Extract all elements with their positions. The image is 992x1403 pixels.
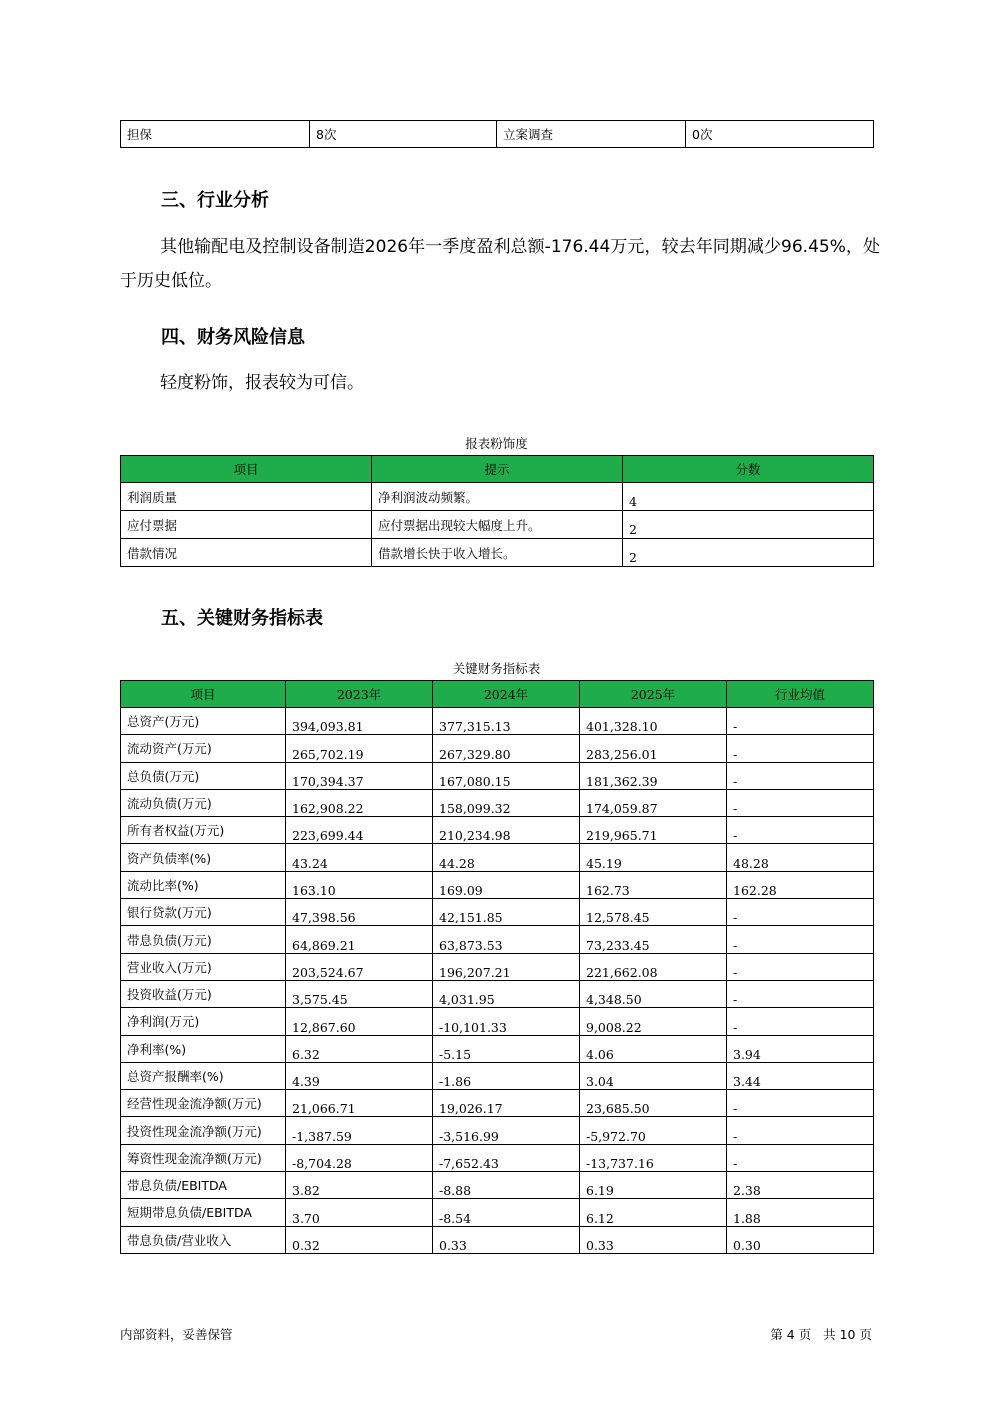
- investigation-value: 0次: [686, 121, 874, 148]
- metric-value-cell: 162.28: [727, 871, 874, 898]
- metric-name-cell: 带息负债/EBITDA: [121, 1172, 286, 1199]
- metric-value-cell: 12,867.60: [286, 1008, 433, 1035]
- table-row: [121, 871, 874, 898]
- metric-value-cell: -: [727, 1090, 874, 1117]
- metric-value-cell: 3.82: [286, 1172, 433, 1199]
- table-row: [121, 1090, 874, 1117]
- guarantee-label: 担保: [121, 121, 310, 148]
- metric-value-cell: 162,908.22: [286, 789, 433, 816]
- item-cell: 应付票据: [121, 511, 372, 539]
- metric-value-cell: -: [727, 980, 874, 1007]
- metric-value-cell: 169.09: [433, 871, 580, 898]
- table-row: [121, 844, 874, 871]
- metric-value-cell: 170,394.37: [286, 762, 433, 789]
- metric-value-cell: 267,329.80: [433, 735, 580, 762]
- item-cell: 借款情况: [121, 539, 372, 567]
- metric-value-cell: 3.04: [580, 1062, 727, 1089]
- metric-value-cell: -: [727, 1117, 874, 1144]
- table-row: [121, 539, 874, 567]
- table-row: [121, 708, 874, 735]
- metric-value-cell: 73,233.45: [580, 926, 727, 953]
- metric-name-cell: 净利润(万元): [121, 1008, 286, 1035]
- metric-value-cell: 63,873.53: [433, 926, 580, 953]
- metric-value-cell: 210,234.98: [433, 817, 580, 844]
- metric-value-cell: -: [727, 1008, 874, 1035]
- metric-value-cell: -8.88: [433, 1172, 580, 1199]
- table-row: [121, 926, 874, 953]
- table-row: [121, 1117, 874, 1144]
- metric-value-cell: 48.28: [727, 844, 874, 871]
- metric-name-cell: 投资收益(万元): [121, 980, 286, 1007]
- metric-value-cell: 219,965.71: [580, 817, 727, 844]
- metric-value-cell: 181,362.39: [580, 762, 727, 789]
- column-header: 项目: [121, 456, 372, 483]
- metric-value-cell: 0.33: [433, 1226, 580, 1253]
- metric-name-cell: 总负债(万元): [121, 762, 286, 789]
- metric-name-cell: 流动资产(万元): [121, 735, 286, 762]
- section-heading-financial-risk: 四、财务风险信息: [161, 327, 305, 348]
- metric-value-cell: 6.12: [580, 1199, 727, 1226]
- metric-value-cell: 4.06: [580, 1035, 727, 1062]
- table-row: [121, 789, 874, 816]
- table-row: [121, 899, 874, 926]
- metric-value-cell: 45.19: [580, 844, 727, 871]
- table-row: [121, 1008, 874, 1035]
- metric-value-cell: 3.94: [727, 1035, 874, 1062]
- table-row: [121, 483, 874, 511]
- metric-value-cell: 43.24: [286, 844, 433, 871]
- metric-value-cell: -5.15: [433, 1035, 580, 1062]
- metric-value-cell: 0.30: [727, 1226, 874, 1253]
- guarantee-value: 8次: [310, 121, 497, 148]
- page-number: 第 4 页 共 10 页: [770, 1327, 872, 1342]
- metric-value-cell: -: [727, 817, 874, 844]
- metric-value-cell: 6.19: [580, 1172, 727, 1199]
- metric-value-cell: 0.32: [286, 1226, 433, 1253]
- metric-value-cell: -1,387.59: [286, 1117, 433, 1144]
- column-header: 行业均值: [727, 681, 874, 708]
- metric-value-cell: -7,652.43: [433, 1144, 580, 1171]
- hint-cell: 净利润波动频繁。: [372, 483, 623, 511]
- table-row: [121, 121, 874, 148]
- metric-value-cell: -3,516.99: [433, 1117, 580, 1144]
- metric-name-cell: 经营性现金流净额(万元): [121, 1090, 286, 1117]
- metric-value-cell: 21,066.71: [286, 1090, 433, 1117]
- metric-value-cell: 64,869.21: [286, 926, 433, 953]
- metric-value-cell: 203,524.67: [286, 953, 433, 980]
- metric-name-cell: 短期带息负债/EBITDA: [121, 1199, 286, 1226]
- column-header: 2023年: [286, 681, 433, 708]
- metric-value-cell: 1.88: [727, 1199, 874, 1226]
- metric-value-cell: 158,099.32: [433, 789, 580, 816]
- table-row: [121, 1226, 874, 1253]
- metric-name-cell: 带息负债/营业收入: [121, 1226, 286, 1253]
- metric-name-cell: 筹资性现金流净额(万元): [121, 1144, 286, 1171]
- hint-cell: 应付票据出现较大幅度上升。: [372, 511, 623, 539]
- metric-value-cell: 283,256.01: [580, 735, 727, 762]
- metric-value-cell: 174,059.87: [580, 789, 727, 816]
- footer-confidential-note: 内部资料，妥善保管: [120, 1327, 233, 1342]
- table-row: [121, 817, 874, 844]
- key-financial-metrics-table: [120, 680, 874, 1254]
- hint-cell: 借款增长快于收入增长。: [372, 539, 623, 567]
- metric-value-cell: -5,972.70: [580, 1117, 727, 1144]
- metric-name-cell: 带息负债(万元): [121, 926, 286, 953]
- table-row: [121, 1144, 874, 1171]
- metric-value-cell: 47,398.56: [286, 899, 433, 926]
- table-row: [121, 511, 874, 539]
- table-row: [121, 1035, 874, 1062]
- metric-name-cell: 净利率(%): [121, 1035, 286, 1062]
- table-row: [121, 735, 874, 762]
- metric-value-cell: 221,662.08: [580, 953, 727, 980]
- metric-value-cell: 4,031.95: [433, 980, 580, 1007]
- metric-value-cell: 401,328.10: [580, 708, 727, 735]
- table-header-row: [121, 681, 874, 708]
- metric-value-cell: -13,737.16: [580, 1144, 727, 1171]
- metric-value-cell: 23,685.50: [580, 1090, 727, 1117]
- metric-value-cell: 3.70: [286, 1199, 433, 1226]
- metric-value-cell: 2.38: [727, 1172, 874, 1199]
- metric-value-cell: 3,575.45: [286, 980, 433, 1007]
- metric-value-cell: -: [727, 708, 874, 735]
- metric-value-cell: -10,101.33: [433, 1008, 580, 1035]
- metric-value-cell: 19,026.17: [433, 1090, 580, 1117]
- score-cell: 4: [623, 483, 874, 511]
- metric-value-cell: -8,704.28: [286, 1144, 433, 1171]
- score-cell: 2: [623, 511, 874, 539]
- metrics-table-caption: 关键财务指标表: [452, 661, 541, 676]
- metric-value-cell: -: [727, 926, 874, 953]
- section-heading-key-metrics: 五、关键财务指标表: [161, 608, 323, 629]
- metric-name-cell: 流动负债(万元): [121, 789, 286, 816]
- metric-value-cell: 12,578.45: [580, 899, 727, 926]
- item-cell: 利润质量: [121, 483, 372, 511]
- metric-name-cell: 资产负债率(%): [121, 844, 286, 871]
- investigation-label: 立案调查: [497, 121, 686, 148]
- metric-value-cell: 44.28: [433, 844, 580, 871]
- metric-value-cell: 265,702.19: [286, 735, 433, 762]
- column-header: 2025年: [580, 681, 727, 708]
- table-row: [121, 980, 874, 1007]
- industry-analysis-text: 其他输配电及控制设备制造2026年一季度盈利总额-176.44万元，较去年同期减少96.45%，处于历史低位。: [120, 237, 880, 291]
- column-header: 提示: [372, 456, 623, 483]
- table-row: [121, 762, 874, 789]
- metric-value-cell: 167,080.15: [433, 762, 580, 789]
- metric-value-cell: 394,093.81: [286, 708, 433, 735]
- table-row: [121, 1172, 874, 1199]
- metric-name-cell: 流动比率(%): [121, 871, 286, 898]
- metric-value-cell: 3.44: [727, 1062, 874, 1089]
- table-header-row: [121, 456, 874, 483]
- metric-value-cell: 4,348.50: [580, 980, 727, 1007]
- metric-value-cell: -: [727, 899, 874, 926]
- metric-value-cell: 0.33: [580, 1226, 727, 1253]
- metric-value-cell: 196,207.21: [433, 953, 580, 980]
- guarantee-investigation-table: [120, 120, 874, 148]
- column-header: 2024年: [433, 681, 580, 708]
- metric-value-cell: 6.32: [286, 1035, 433, 1062]
- section-heading-industry: 三、行业分析: [161, 190, 269, 211]
- metric-value-cell: 377,315.13: [433, 708, 580, 735]
- metric-name-cell: 银行贷款(万元): [121, 899, 286, 926]
- metric-name-cell: 总资产(万元): [121, 708, 286, 735]
- metric-value-cell: 163.10: [286, 871, 433, 898]
- metric-value-cell: 4.39: [286, 1062, 433, 1089]
- metric-name-cell: 所有者权益(万元): [121, 817, 286, 844]
- column-header: 分数: [623, 456, 874, 483]
- metric-value-cell: 9,008.22: [580, 1008, 727, 1035]
- table-row: [121, 1062, 874, 1089]
- table-row: [121, 953, 874, 980]
- metric-value-cell: -: [727, 762, 874, 789]
- metric-name-cell: 营业收入(万元): [121, 953, 286, 980]
- whitewash-table-caption: 报表粉饰度: [465, 436, 528, 451]
- metric-name-cell: 投资性现金流净额(万元): [121, 1117, 286, 1144]
- whitewash-table: [120, 455, 874, 567]
- table-row: [121, 1199, 874, 1226]
- metric-value-cell: -: [727, 1144, 874, 1171]
- score-cell: 2: [623, 539, 874, 567]
- metric-value-cell: 223,699.44: [286, 817, 433, 844]
- column-header: 项目: [121, 681, 286, 708]
- financial-risk-text: 轻度粉饰，报表较为可信。: [160, 373, 364, 393]
- metric-value-cell: -: [727, 953, 874, 980]
- metric-name-cell: 总资产报酬率(%): [121, 1062, 286, 1089]
- metric-value-cell: 42,151.85: [433, 899, 580, 926]
- metric-value-cell: -: [727, 789, 874, 816]
- metric-value-cell: 162.73: [580, 871, 727, 898]
- metric-value-cell: -: [727, 735, 874, 762]
- metric-value-cell: -1.86: [433, 1062, 580, 1089]
- metric-value-cell: -8.54: [433, 1199, 580, 1226]
